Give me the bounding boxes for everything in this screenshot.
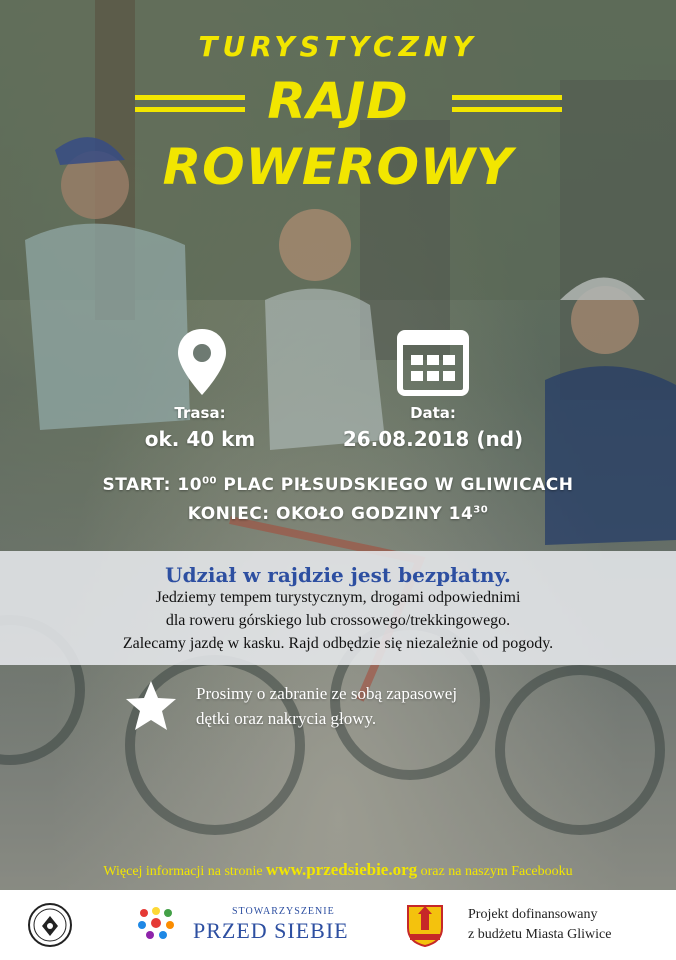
gliwice-crest-logo <box>404 902 446 948</box>
start-minutes: 00 <box>202 475 217 487</box>
calendar-icon <box>397 327 469 397</box>
more-info-after: oraz na naszym Facebooku <box>417 864 573 879</box>
start-place: PLAC PIŁSUDSKIEGO W GLIWICACH <box>216 475 574 495</box>
footer-logos <box>0 890 676 960</box>
route-label: Trasa: <box>174 404 226 422</box>
location-pin-icon <box>174 327 230 397</box>
title-line-1: TURYSTYCZNY <box>198 30 478 63</box>
end-minutes: 30 <box>473 504 489 516</box>
przed-siebie-name: PRZED SIEBIE <box>193 918 349 943</box>
more-info-before: Więcej informacji na stronie <box>103 864 267 879</box>
przed-siebie-dots-logo <box>135 906 177 940</box>
star-icon <box>124 679 178 733</box>
title-line-2: RAJD <box>267 72 409 130</box>
info-line-1: Jedziemy tempem turystycznym, drogami odpowiednimi <box>155 589 521 606</box>
info-line-2: dla roweru górskiego lub crossowego/trekkingowego. <box>165 612 511 629</box>
note-line-2: dętki oraz nakrycia głowy. <box>196 709 377 728</box>
date-label: Data: <box>410 404 456 422</box>
start-line <box>0 475 676 495</box>
end-prefix: KONIEC: OKOŁO GODZINY 14 <box>187 504 474 524</box>
free-participation-headline: Udział w rajdzie jest bezpłatny. <box>165 563 511 587</box>
route-value: ok. 40 km <box>144 427 256 451</box>
association-label: STOWARZYSZENIE <box>232 906 335 917</box>
date-value: 26.08.2018 (nd) <box>342 427 524 451</box>
funding-line-2: z budżetu Miasta Gliwice <box>468 927 612 942</box>
start-prefix: START: 10 <box>102 475 203 495</box>
info-line-3: Zalecamy jazdę w kasku. Rajd odbędzie się niezależnie od pogody. <box>122 635 554 652</box>
end-line <box>0 504 676 524</box>
website-link[interactable]: www.przedsiebie.org <box>266 860 418 879</box>
more-info-line <box>0 860 676 880</box>
funding-line-1: Projekt dofinansowany <box>468 907 598 922</box>
note-line-1: Prosimy o zabranie ze sobą zapasowej <box>196 684 458 703</box>
zimny-dran-logo <box>27 902 73 948</box>
title-line-3: ROWEROWY <box>162 138 514 196</box>
